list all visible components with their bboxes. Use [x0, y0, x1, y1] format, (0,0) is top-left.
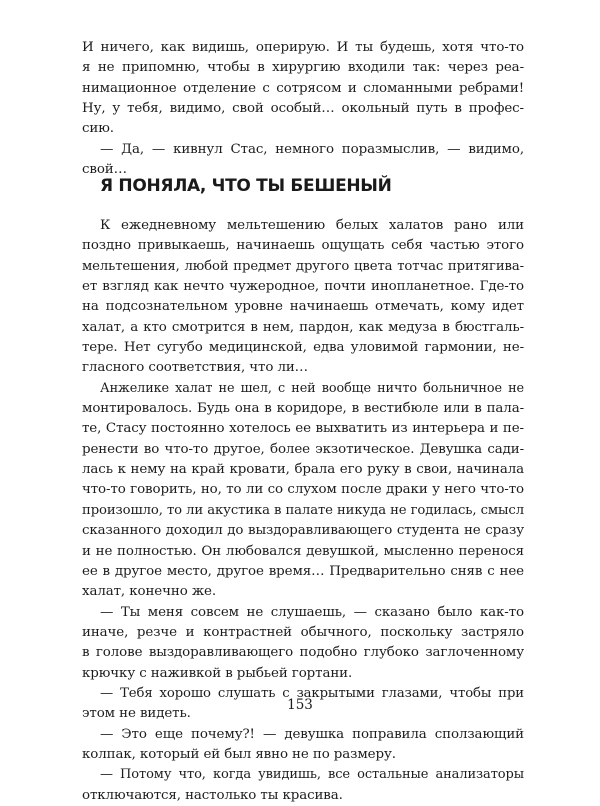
text-line: крючку с наживкой в рыбьей гортани.	[82, 665, 353, 681]
text-line: мельтешения, любой предмет другого цвета тотчас притягива-	[82, 258, 524, 274]
text-line: что-то говорить, но, то ли со слухом после драки у него что-то	[82, 482, 524, 498]
text-line: произошло, то ли акустика в палате никуда не годилась, смысл	[82, 502, 524, 518]
text-line: — Да, — кивнул Стас, немного поразмыслив, — видимо,	[100, 141, 524, 157]
text-line: халат, конечно же.	[82, 584, 217, 600]
text-line: и не полностью. Он любовался девушкой, мысленно перенося	[82, 543, 524, 559]
text-line: халат, а кто смотрится в нем, пардон, как медуза в бюстгаль-	[82, 319, 524, 335]
text-line: ренести во что-то другое, более экзотическое. Девушка сади-	[82, 441, 524, 457]
page-number: 153	[287, 697, 313, 713]
text-line: И ничего, как видишь, оперирую. И ты будешь, хотя что-то	[82, 40, 524, 55]
continuation-text	[82, 38, 524, 180]
text-line: лась к нему на край кровати, брала его руку в свои, начинала	[82, 462, 524, 478]
text-line: нимационное отделение с сотрясом и сломанными ребрами!	[82, 80, 524, 96]
text-line: колпак, который ей был явно не по размеру.	[82, 746, 396, 762]
text-line: — Тебя хорошо слушать с закрытыми глазами, чтобы при	[100, 685, 524, 701]
text-line: отключаются, настолько ты красива.	[82, 787, 343, 803]
text-line: К ежедневному мельтешению белых халатов рано или	[100, 218, 524, 233]
text-line: сказанного доходил до выздоравливающего студента не сразу	[82, 523, 524, 539]
text-line: те, Стасу постоянно хотелось ее выхватить из интерьера и пе-	[82, 421, 524, 437]
text-line: гласного соответствия, что ли…	[82, 360, 308, 376]
text-line: я не припомню, чтобы в хирургию входили так: через реа-	[82, 60, 524, 76]
text-line: — Ты меня совсем не слушаешь, — сказано было как-то	[100, 604, 524, 620]
text-line: — Это еще почему?! — девушка поправила сползающий	[100, 726, 524, 742]
text-line: Анжелике халат не шел, с ней вообще ничто больничное не	[100, 380, 524, 396]
text-line: Ну, у тебя, видимо, свой особый… окольный путь в профес-	[82, 101, 524, 117]
text-line: иначе, резче и контрастней обычного, поскольку застряло	[82, 624, 524, 640]
text-line: ет взгляд как нечто чужеродное, почти инопланетное. Где-то	[82, 279, 524, 295]
text-line: — Потому что, когда увидишь, все остальные анализаторы	[100, 767, 524, 783]
text-line: тере. Нет сугубо медицинской, едва уловимой гармонии, не-	[82, 340, 524, 356]
text-line: свой…	[82, 162, 127, 178]
chapter-heading: Я ПОНЯЛА, ЧТО ТЫ БЕШЕНЫЙ	[100, 176, 392, 196]
text-line: ее в другое место, другое время… Предварительно сняв с нее	[82, 563, 524, 579]
text-line: в голове выздоравливающего подобно глубоко заглоченному	[82, 645, 524, 661]
text-line: поздно привыкаешь, начинаешь ощущать себя частью этого	[82, 238, 524, 254]
text-line: монтировалось. Будь она в коридоре, в вестибюле или в пала-	[82, 401, 524, 417]
text-line: сию.	[82, 121, 114, 137]
text-line: этом не видеть.	[82, 706, 191, 722]
chapter-body	[82, 216, 524, 806]
text-line: на подсознательном уровне начинаешь отмечать, кому идет	[82, 299, 524, 315]
